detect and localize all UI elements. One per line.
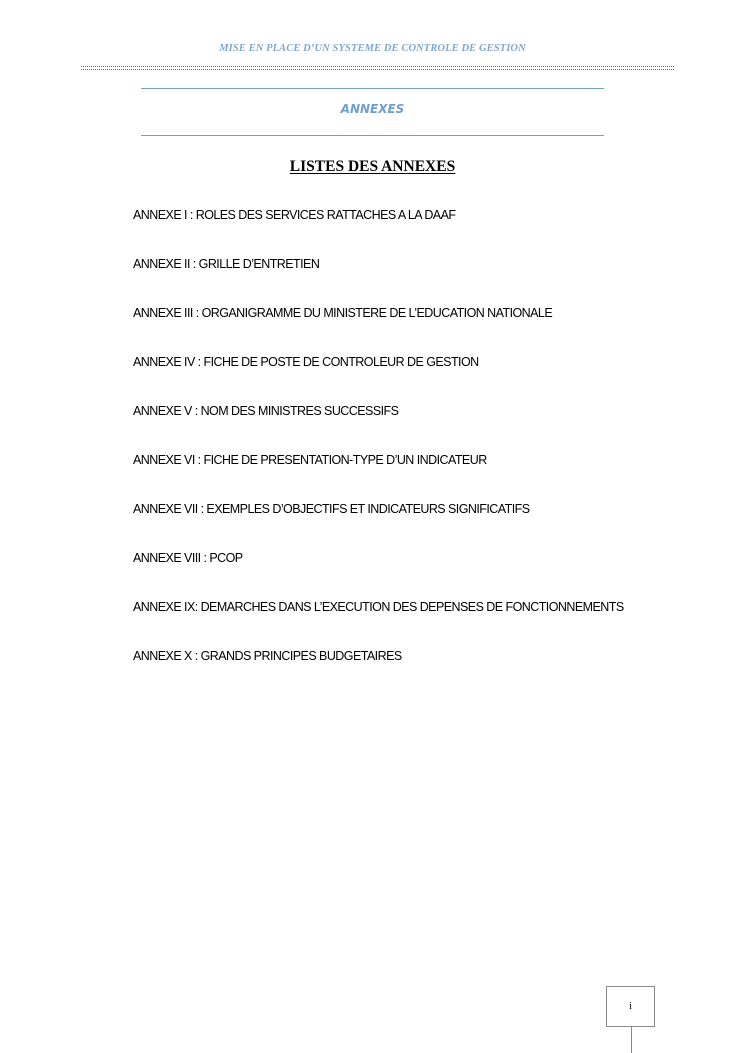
annex-item: ANNEXE V : NOM DES MINISTRES SUCCESSIFS [133, 404, 399, 418]
list-heading: LISTES DES ANNEXES [289, 158, 456, 175]
annex-item: ANNEXE III : ORGANIGRAMME DU MINISTERE DE L’EDUCATION NATIONALE [133, 306, 553, 320]
section-rule-top [141, 88, 604, 89]
annex-item: ANNEXE VII : EXEMPLES D’OBJECTIFS ET INDICATEURS SIGNIFICATIFS [133, 502, 530, 516]
section-title: ANNEXES [340, 102, 405, 116]
annex-item: ANNEXE IX: DEMARCHES DANS L’EXECUTION DES DEPENSES DE FONCTIONNEMENTS [133, 600, 624, 614]
running-header: MISE EN PLACE D’UN SYSTEME DE CONTROLE DE GESTION [219, 43, 526, 54]
section-rule-bottom [141, 135, 604, 136]
annex-item: ANNEXE II : GRILLE D’ENTRETIEN [133, 257, 320, 271]
annex-item: ANNEXE VIII : PCOP [133, 551, 243, 565]
annex-item: ANNEXE I : ROLES DES SERVICES RATTACHES A LA DAAF [133, 208, 456, 222]
annex-item: ANNEXE IV : FICHE DE POSTE DE CONTROLEUR DE GESTION [133, 355, 479, 369]
page-number-box [606, 986, 655, 1027]
annex-item: ANNEXE X : GRANDS PRINCIPES BUDGETAIRES [133, 649, 402, 663]
annex-item: ANNEXE VI : FICHE DE PRESENTATION-TYPE D’UN INDICATEUR [133, 453, 487, 467]
header-dotted-rule [81, 66, 674, 70]
page-number: i [629, 1001, 632, 1012]
page-number-stem [631, 1027, 632, 1053]
annex-list [133, 207, 624, 697]
